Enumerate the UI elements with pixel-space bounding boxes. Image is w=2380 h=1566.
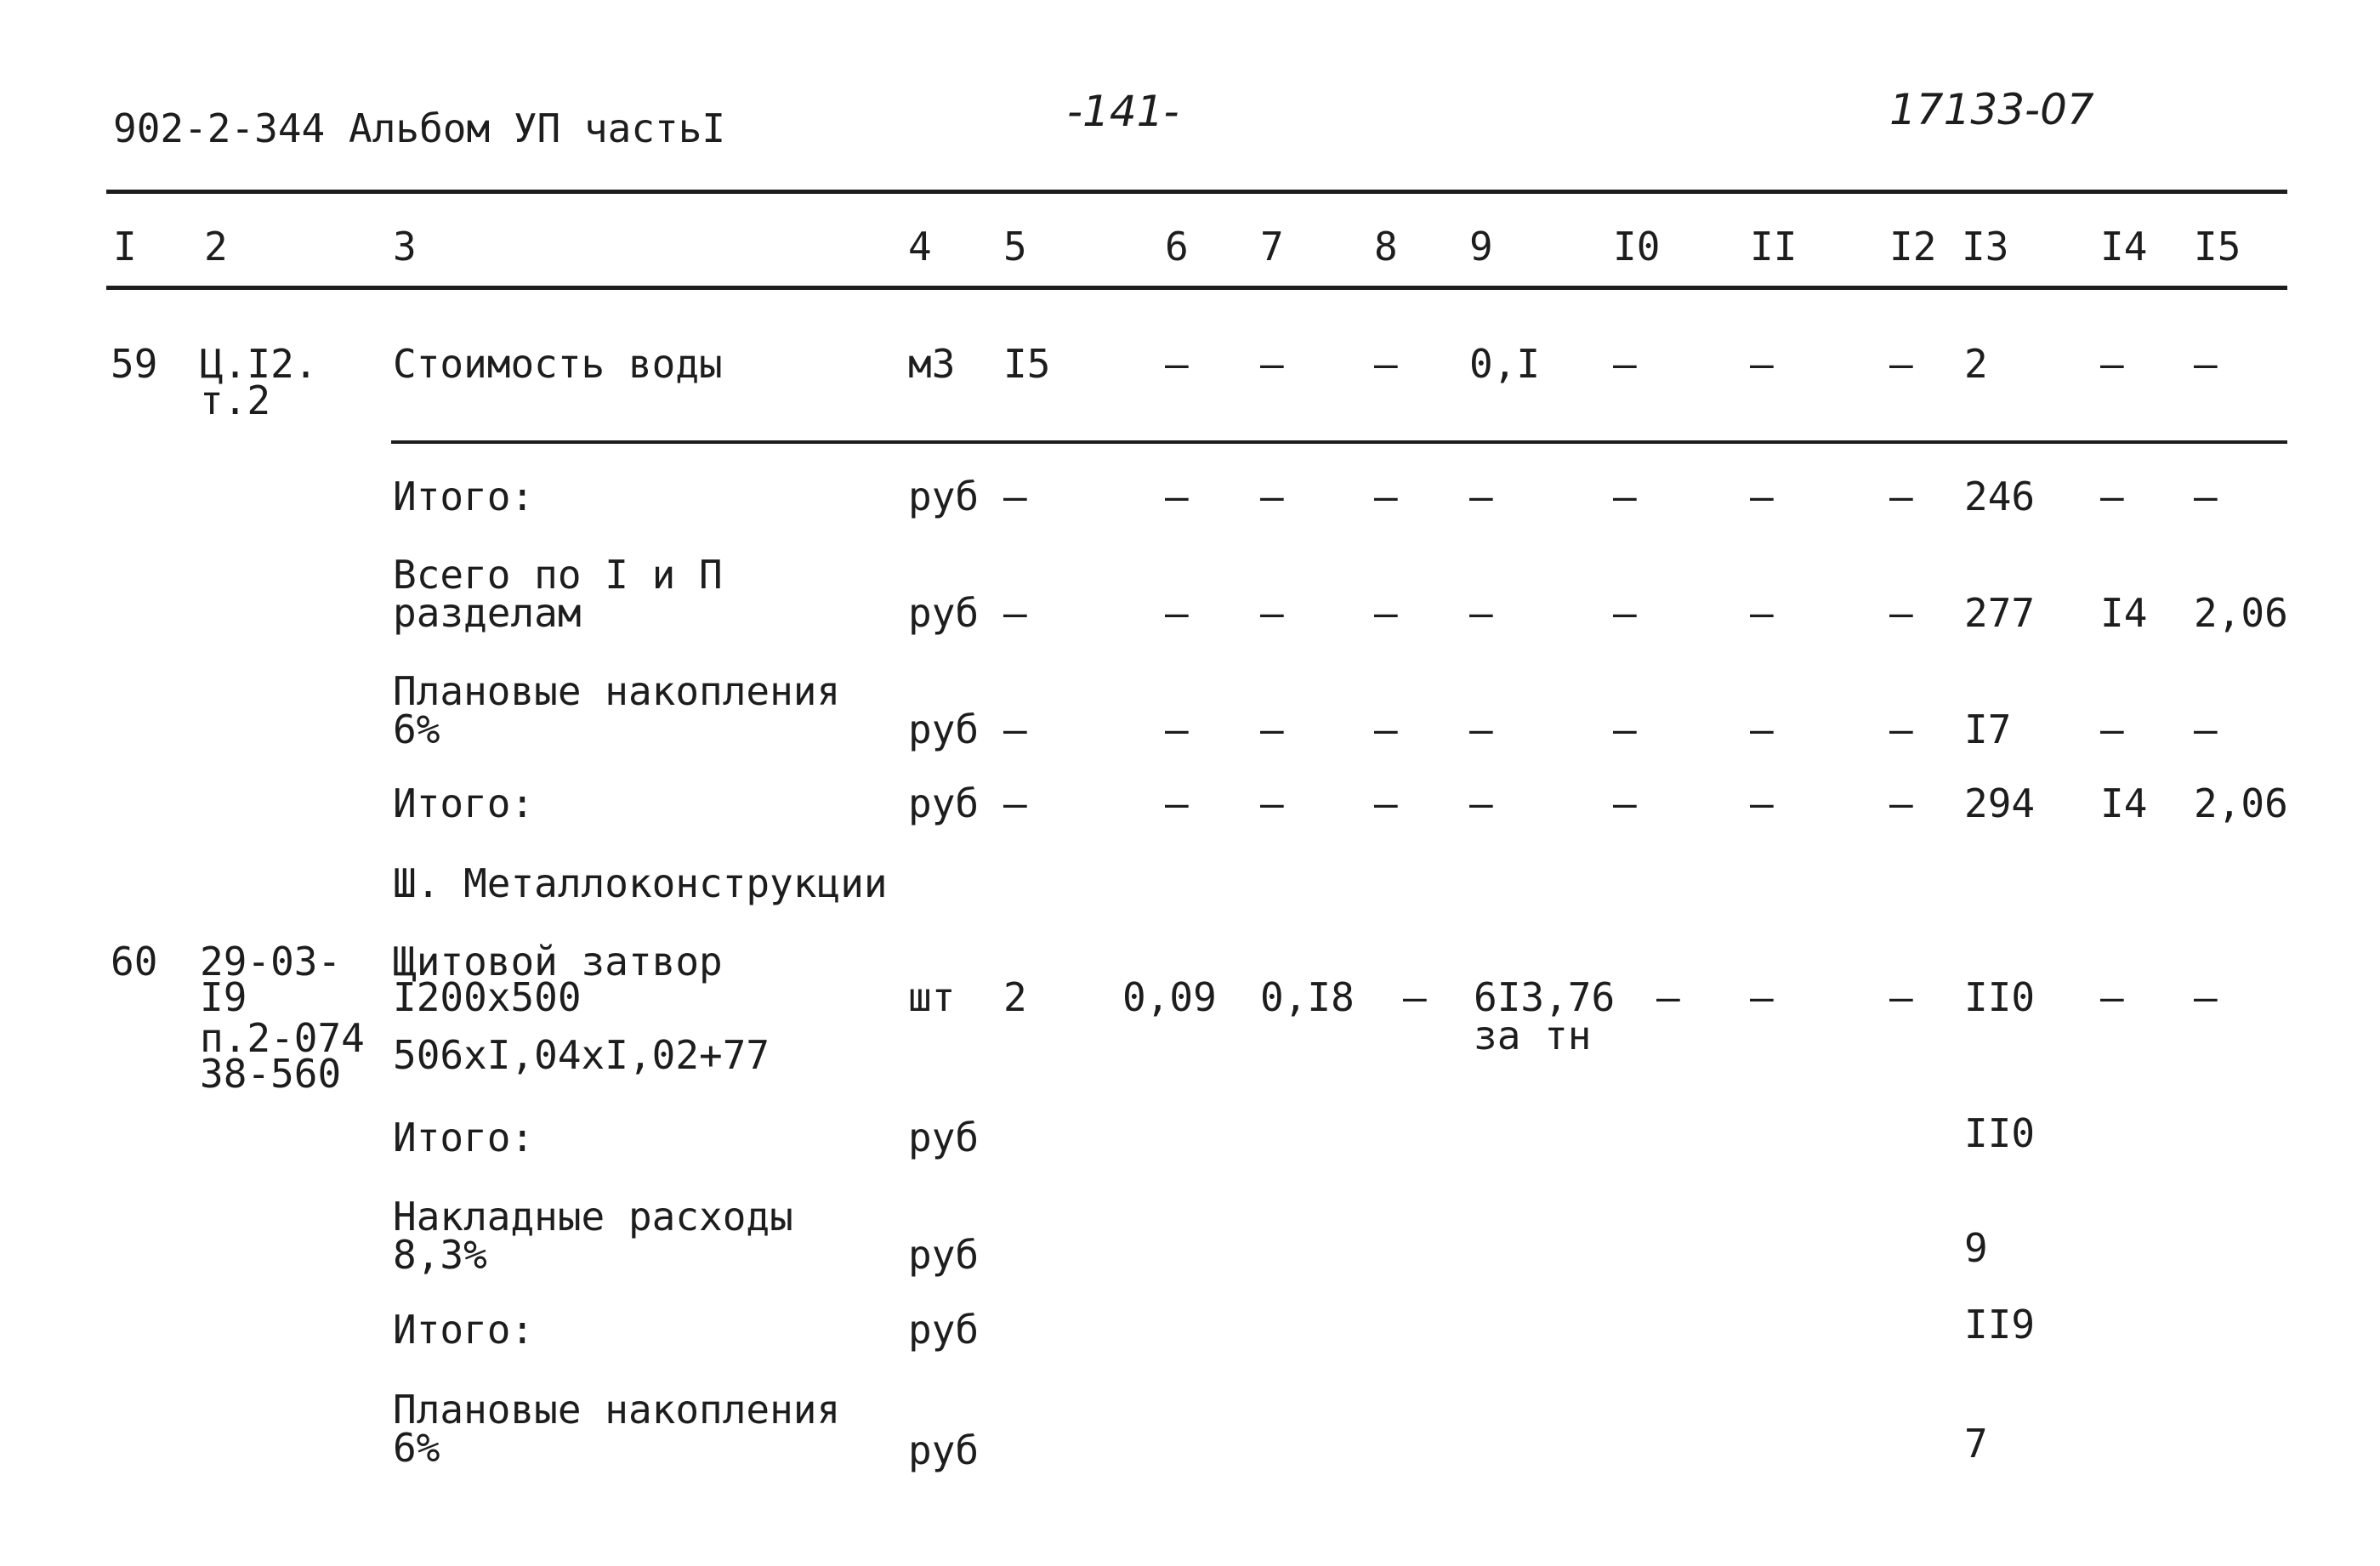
cell: – [1403,974,1427,1020]
cell: – [1889,341,1913,387]
unit: руб [908,1115,980,1160]
cell: 0,I [1469,341,1541,387]
page-number: -141- [1067,87,1179,136]
cell: – [1003,590,1027,636]
item-name: I200x500 [393,974,582,1020]
column-header: II [1750,224,1798,270]
unit: руб [908,1427,980,1473]
cell: II0 [1964,1110,2036,1156]
cell: – [1374,590,1398,636]
cell: – [1260,780,1284,826]
cell: I4 [2100,780,2148,826]
cell: – [1165,780,1189,826]
cell: – [1613,474,1637,519]
item-name: Итого: [393,474,535,519]
cell: – [1003,706,1027,752]
cell: – [1889,706,1913,752]
norm-code: I9 [200,974,247,1020]
cell: – [2194,474,2218,519]
column-header: 9 [1469,224,1493,270]
norm-code: Ц.I2. [200,341,318,387]
unit: руб [908,780,980,826]
cell: 7 [1964,1421,1988,1467]
column-header: 4 [908,224,932,270]
cell: – [1613,341,1637,387]
item-name: Итого: [393,1115,535,1160]
cell: – [1889,474,1913,519]
cell: – [1469,706,1493,752]
unit: руб [908,1232,980,1278]
item-name: Накладные расходы [393,1194,793,1240]
item-name: Щитовой затвор [393,939,723,984]
unit: руб [908,706,980,752]
item-name: 6% [393,1425,440,1471]
cell: 0,09 [1122,974,1217,1020]
cell: – [1260,341,1284,387]
cell: – [1003,474,1027,519]
cell: 2,06 [2194,590,2288,636]
item-name: Плановые накопления [393,1387,841,1433]
cell: – [1750,706,1774,752]
album-title: Альбом УП частьI [349,105,726,151]
cell: 2 [1964,341,1988,387]
unit: руб [908,1307,980,1353]
cell: – [2194,341,2218,387]
row-number: 60 [111,939,158,984]
cell: – [2100,341,2124,387]
cell: – [1750,780,1774,826]
cell: – [1889,590,1913,636]
cell: – [1374,474,1398,519]
cell: – [1889,780,1913,826]
cell: – [1165,474,1189,519]
column-header: I0 [1613,224,1661,270]
cell: I5 [1003,341,1051,387]
norm-code: 38-560 [200,1051,342,1097]
row-number: 59 [111,341,158,387]
cell: – [1469,590,1493,636]
cell: – [1260,706,1284,752]
cell: – [1613,780,1637,826]
cell: – [1750,474,1774,519]
unit: шт [908,974,956,1020]
cell: – [1613,590,1637,636]
cell: – [1750,341,1774,387]
document-number: 17133-07 [1889,85,2094,134]
cell: 277 [1964,590,2036,636]
cell: – [1889,974,1913,1020]
item-name: Стоимость воды [393,341,723,387]
cell: – [1260,590,1284,636]
column-header: 6 [1165,224,1189,270]
cell: – [2100,974,2124,1020]
row-59-rule [391,440,2287,444]
cell: – [1165,341,1189,387]
cell: – [1165,706,1189,752]
item-name: Всего по I и П [393,552,723,598]
column-header: I [113,224,137,270]
cell: II0 [1964,974,2036,1020]
item-name: разделам [393,590,582,636]
cell: 2,06 [2194,780,2288,826]
cell: за тн [1474,1013,1592,1058]
cell: – [1750,974,1774,1020]
column-header: 5 [1003,224,1027,270]
norm-code: т.2 [200,377,271,423]
cell: – [1260,474,1284,519]
item-name: 8,3% [393,1232,487,1278]
cell: – [1613,706,1637,752]
cell: II9 [1964,1302,2036,1348]
unit: м3 [908,341,956,387]
cell: – [1003,780,1027,826]
item-name: Итого: [393,1307,535,1353]
cell: – [1374,341,1398,387]
cell: – [1374,780,1398,826]
column-header: 3 [393,224,417,270]
cell: – [2100,474,2124,519]
cell: – [1165,590,1189,636]
item-name: Итого: [393,780,535,826]
item-name: Плановые накопления [393,668,841,714]
top-rule [106,190,2287,194]
unit: руб [908,474,980,519]
cell: 2 [1003,974,1027,1020]
cell: – [1374,706,1398,752]
cell: – [2194,706,2218,752]
unit: руб [908,590,980,636]
item-name: 506xI,04xI,02+77 [393,1032,770,1078]
column-header: I5 [2194,224,2241,270]
column-header: 2 [204,224,228,270]
cell: – [1750,590,1774,636]
norm-code: п.2-074 [200,1015,365,1061]
column-header: I2 [1889,224,1937,270]
section-title: Ш. Металлоконструкции [393,860,888,906]
cell: 0,I8 [1260,974,1355,1020]
cell: 6I3,76 [1474,974,1616,1020]
cell: – [1469,780,1493,826]
cell: – [1656,974,1680,1020]
norm-code: 29-03- [200,939,342,984]
project-code: 902-2-344 [113,105,326,151]
column-header: 7 [1260,224,1284,270]
cell: – [2100,706,2124,752]
column-header: I3 [1962,224,2009,270]
cell: 246 [1964,474,2036,519]
header-bottom-rule [106,286,2287,290]
item-name: 6% [393,706,440,752]
cell: I7 [1964,706,2012,752]
cell: – [2194,974,2218,1020]
cell: – [1469,474,1493,519]
cell: 294 [1964,780,2036,826]
cell: 9 [1964,1225,1988,1271]
column-header: 8 [1374,224,1398,270]
column-header: I4 [2100,224,2148,270]
cell: I4 [2100,590,2148,636]
